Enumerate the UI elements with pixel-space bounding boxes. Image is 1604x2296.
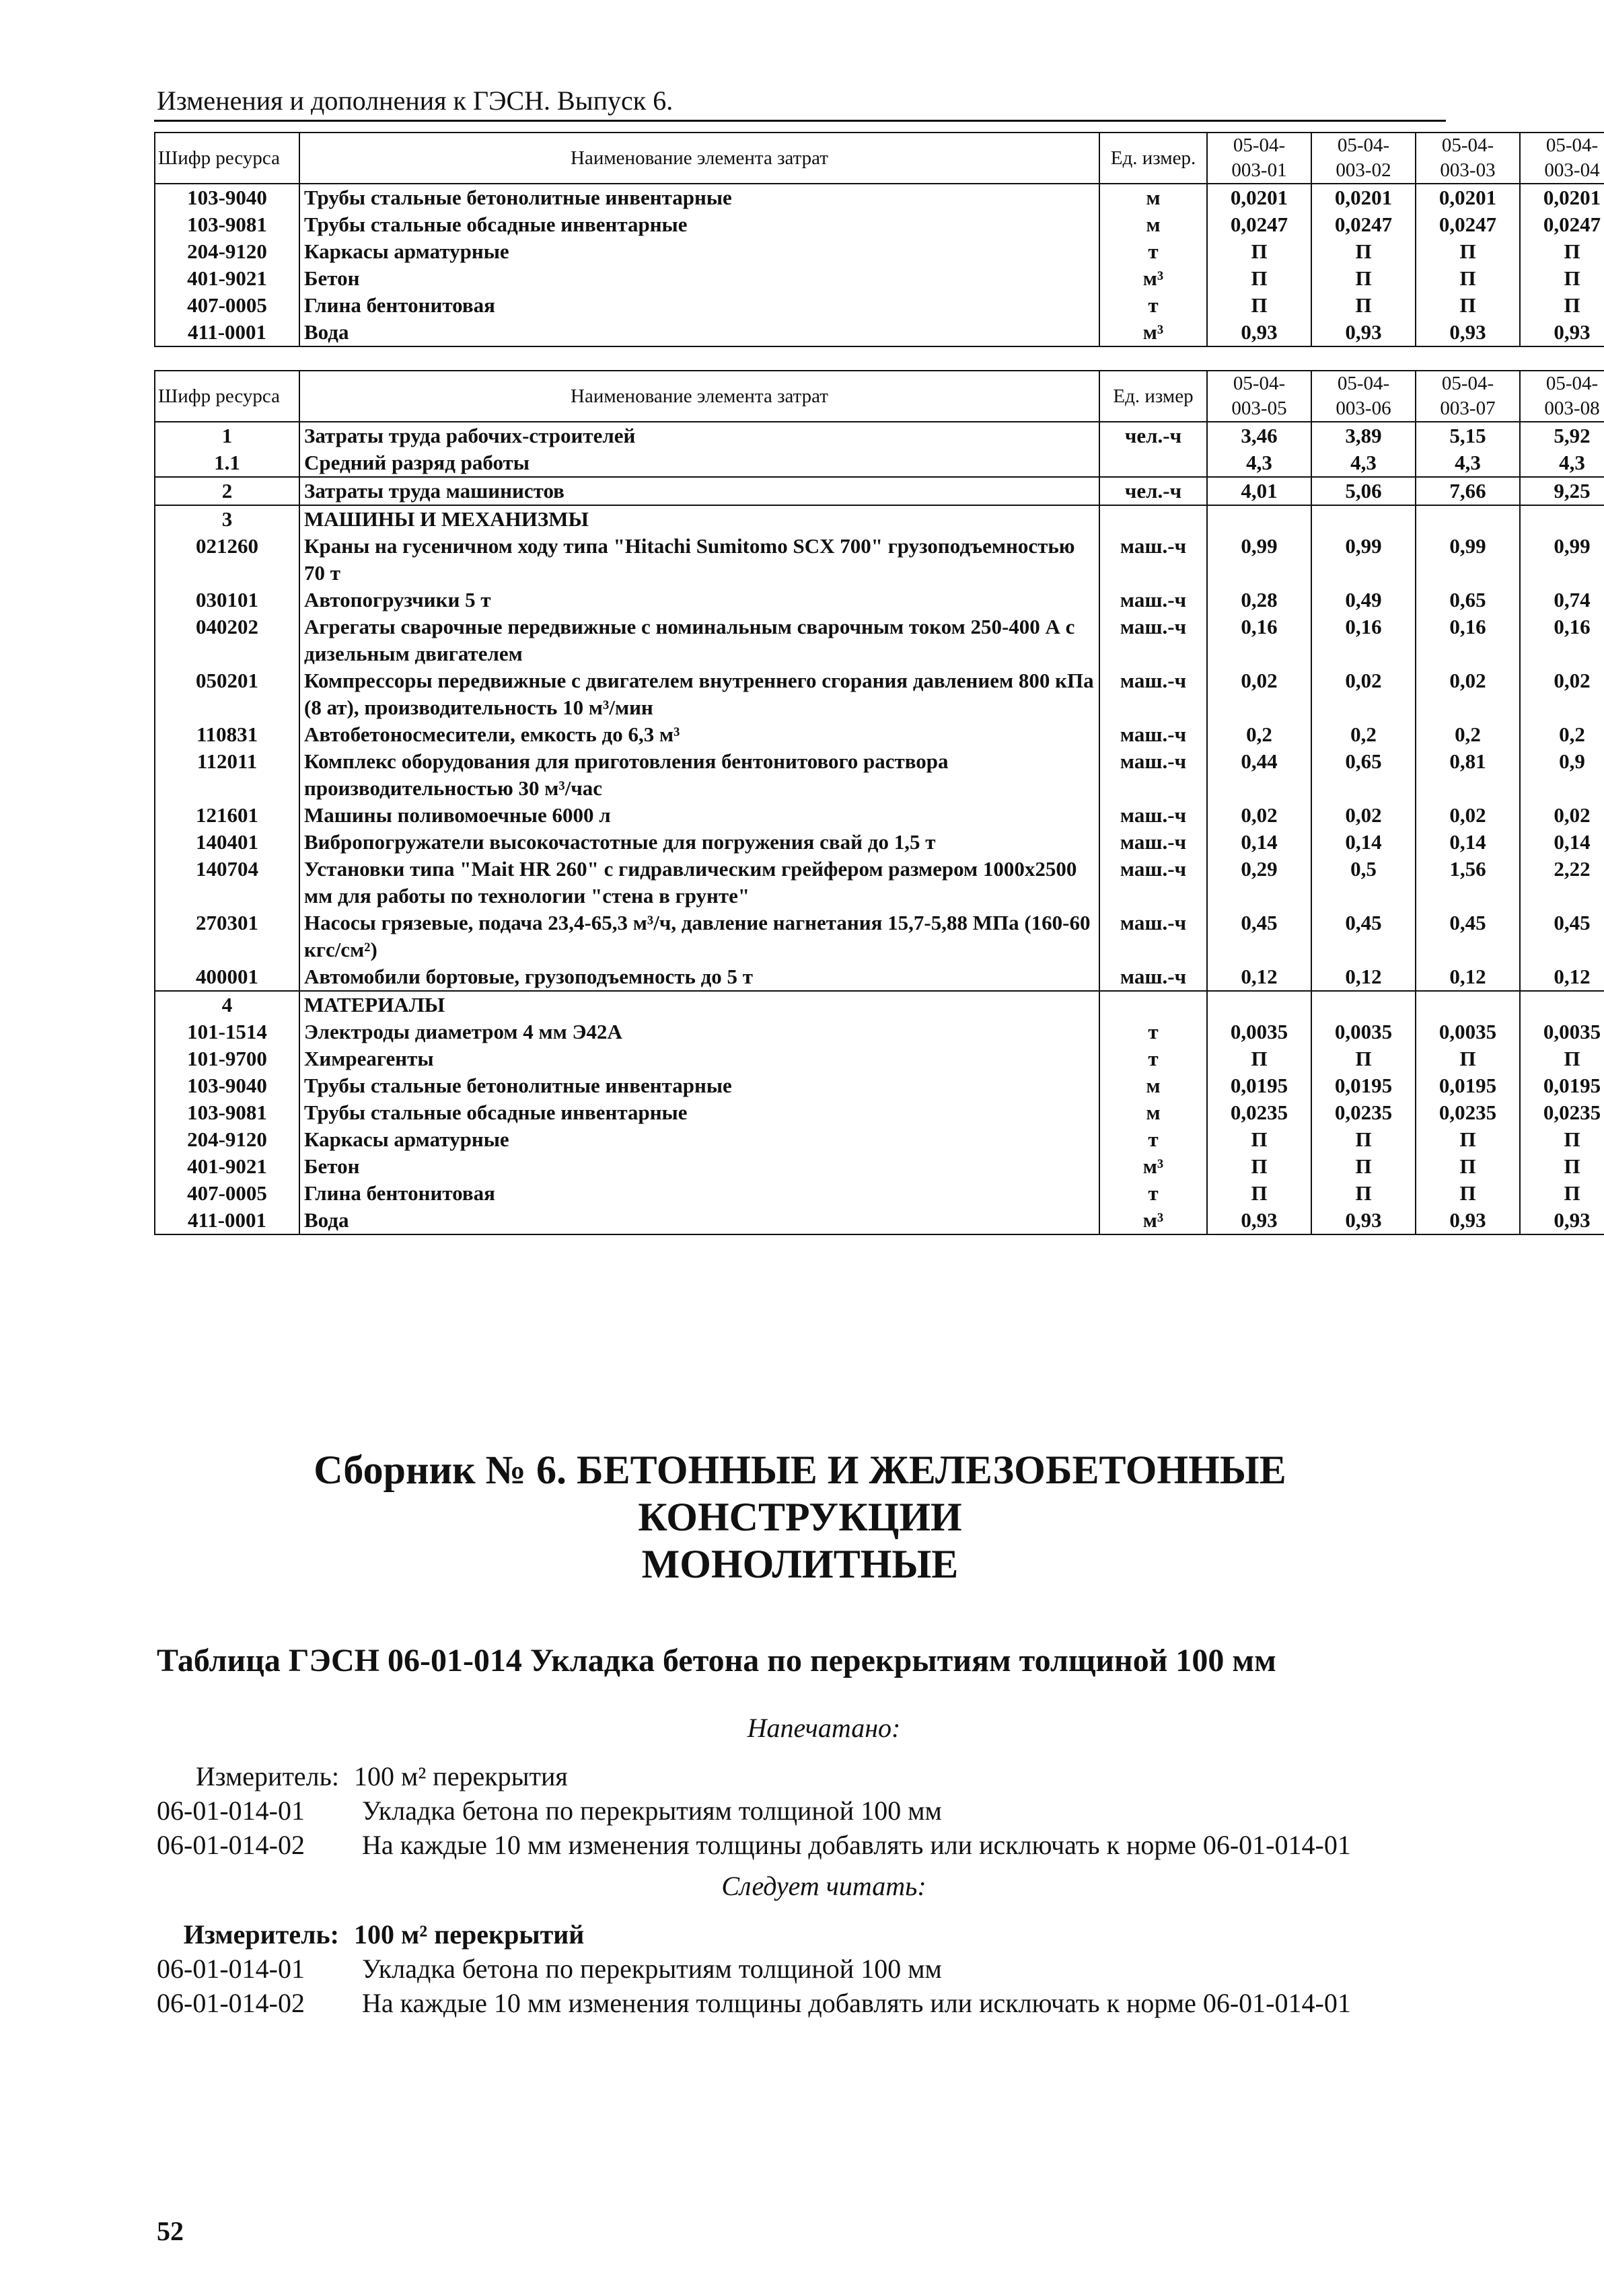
cell-value: П (1207, 292, 1311, 319)
cell-unit: м³ (1099, 319, 1207, 346)
table-header-row (155, 371, 1604, 422)
column-header-norm: 05-04- 003-07 (1416, 371, 1520, 422)
cell-value: 0,65 (1416, 587, 1520, 614)
should-read-label: Следует читать: (721, 1871, 926, 1901)
cell-value: 0,02 (1520, 802, 1604, 829)
cell-value (1416, 505, 1520, 533)
cell-value: 0,16 (1520, 614, 1604, 667)
cell-value: 0,14 (1416, 829, 1520, 856)
cell-value: 0,45 (1520, 910, 1604, 963)
cell-value: 0,45 (1207, 910, 1311, 963)
table-row (155, 1207, 1604, 1234)
cell-name: Электроды диаметром 4 мм Э42А (299, 1019, 1099, 1045)
cell-name: Глина бентонитовая (299, 1180, 1099, 1207)
cell-code: 103-9040 (155, 1072, 299, 1099)
cell-unit: маш.-ч (1099, 829, 1207, 856)
column-header-code: Шифр ресурса (155, 371, 299, 422)
table-row (155, 449, 1604, 477)
cell-value: 0,65 (1311, 748, 1416, 802)
resource-table-2 (154, 370, 1604, 1235)
cell-code: 121601 (155, 802, 299, 829)
cell-value: П (1311, 1045, 1416, 1072)
cell-code: 270301 (155, 910, 299, 963)
cell-value: 0,02 (1207, 667, 1311, 721)
cell-value: 1,56 (1416, 856, 1520, 910)
table-row (155, 533, 1604, 587)
cell-value (1520, 991, 1604, 1019)
cell-code: 101-9700 (155, 1045, 299, 1072)
item-desc: Укладка бетона по перекрытиям толщиной 100 мм (362, 1795, 942, 1826)
printed-item (157, 1795, 942, 1827)
cell-name: Затраты труда рабочих-строителей (299, 422, 1099, 449)
column-header-norm: 05-04- 003-01 (1207, 133, 1311, 184)
cell-code: 401-9021 (155, 1153, 299, 1180)
page-number: 52 (157, 2216, 184, 2246)
cell-value: 0,02 (1416, 667, 1520, 721)
cell-value: 0,0247 (1416, 211, 1520, 238)
table-header-row (155, 133, 1604, 184)
cell-name: Бетон (299, 265, 1099, 292)
cell-value: 0,2 (1416, 721, 1520, 748)
table-row (155, 991, 1604, 1019)
table-row (155, 292, 1604, 319)
table-row (155, 211, 1604, 238)
cell-value: П (1207, 265, 1311, 292)
meter-value: 100 м² перекрытия (354, 1761, 568, 1791)
should-read-item (157, 1953, 942, 1985)
table-row (155, 184, 1604, 211)
cell-code: 3 (155, 505, 299, 533)
cell-unit: т (1099, 1180, 1207, 1207)
table-row (155, 802, 1604, 829)
cell-unit: маш.-ч (1099, 748, 1207, 802)
cell-value: 0,0201 (1311, 184, 1416, 211)
table-row (155, 319, 1604, 346)
meter-label: Измеритель: (195, 1761, 339, 1791)
cell-value: П (1207, 1153, 1311, 1180)
cell-value: 0,29 (1207, 856, 1311, 910)
cell-value: 0,02 (1207, 802, 1311, 829)
table-row (155, 1153, 1604, 1180)
cell-value: 0,0035 (1520, 1019, 1604, 1045)
cell-value: П (1520, 265, 1604, 292)
cell-value: П (1416, 1153, 1520, 1180)
cell-value: П (1520, 1045, 1604, 1072)
cell-value: 3,46 (1207, 422, 1311, 449)
printed-item (157, 1829, 1351, 1861)
cell-name: Каркасы арматурные (299, 1126, 1099, 1153)
table-title: Таблица ГЭСН 06-01-014 Укладка бетона по перекрытиям толщиной 100 мм (157, 1643, 1276, 1678)
cell-value: 0,45 (1311, 910, 1416, 963)
cell-value: 0,0247 (1207, 211, 1311, 238)
table-row (155, 1019, 1604, 1045)
cell-value: П (1207, 1045, 1311, 1072)
cell-code: 101-1514 (155, 1019, 299, 1045)
cell-code: 021260 (155, 533, 299, 587)
cell-value: 0,16 (1311, 614, 1416, 667)
cell-value (1416, 991, 1520, 1019)
cell-name: Трубы стальные обсадные инвентарные (299, 1099, 1099, 1126)
cell-value (1311, 991, 1416, 1019)
cell-value: 0,9 (1520, 748, 1604, 802)
cell-unit (1099, 449, 1207, 477)
cell-unit: маш.-ч (1099, 856, 1207, 910)
column-header-norm: 05-04- 003-03 (1416, 133, 1520, 184)
table-row (155, 721, 1604, 748)
cell-unit: м (1099, 184, 1207, 211)
cell-value: 0,5 (1311, 856, 1416, 910)
cell-code: 400001 (155, 963, 299, 991)
column-header-unit: Ед. измер (1099, 371, 1207, 422)
cell-value: 0,0035 (1311, 1019, 1416, 1045)
cell-unit: т (1099, 1045, 1207, 1072)
cell-value: 0,0195 (1520, 1072, 1604, 1099)
cell-code: 1.1 (155, 449, 299, 477)
cell-unit: м³ (1099, 1153, 1207, 1180)
table-row (155, 1099, 1604, 1126)
cell-unit: маш.-ч (1099, 533, 1207, 587)
cell-name: Автомобили бортовые, грузоподъемность до 5 т (299, 963, 1099, 991)
cell-unit: маш.-ч (1099, 667, 1207, 721)
cell-name: Установки типа "Mait HR 260" с гидравлическим грейфером размером 1000х2500 мм для работы по технологии "стена в грунте" (299, 856, 1099, 910)
resource-table-1 (154, 132, 1604, 347)
cell-code: 140401 (155, 829, 299, 856)
cell-value: 0,12 (1416, 963, 1520, 991)
cell-unit: маш.-ч (1099, 910, 1207, 963)
cell-value: 0,12 (1311, 963, 1416, 991)
cell-value: 0,14 (1520, 829, 1604, 856)
cell-name: Вибропогружатели высокочастотные для погружения свай до 1,5 т (299, 829, 1099, 856)
cell-name: Агрегаты сварочные передвижные с номинальным сварочным током 250-400 А с дизельным двигателем (299, 614, 1099, 667)
cell-value: 0,0247 (1311, 211, 1416, 238)
cell-value: 0,0195 (1207, 1072, 1311, 1099)
cell-value: П (1520, 1126, 1604, 1153)
cell-value: 0,0235 (1207, 1099, 1311, 1126)
cell-unit: т (1099, 238, 1207, 265)
cell-unit: т (1099, 1019, 1207, 1045)
cell-value: П (1520, 1153, 1604, 1180)
cell-value: 0,44 (1207, 748, 1311, 802)
should-read-item (157, 1987, 1351, 2020)
cell-value: П (1207, 238, 1311, 265)
cell-value: 0,93 (1207, 319, 1311, 346)
cell-value: 0,02 (1520, 667, 1604, 721)
cell-name: Трубы стальные бетонолитные инвентарные (299, 184, 1099, 211)
cell-name: МАШИНЫ И МЕХАНИЗМЫ (299, 505, 1099, 533)
cell-value: П (1311, 1126, 1416, 1153)
cell-unit: т (1099, 1126, 1207, 1153)
cell-name: Краны на гусеничном ходу типа "Hitachi Sumitomo SCX 700" грузоподъемностью 70 т (299, 533, 1099, 587)
cell-unit: маш.-ч (1099, 587, 1207, 614)
cell-unit: м³ (1099, 1207, 1207, 1234)
cell-value: 4,3 (1207, 449, 1311, 477)
cell-value: 0,93 (1416, 319, 1520, 346)
cell-value: 0,93 (1207, 1207, 1311, 1234)
collection-title-line: МОНОЛИТНЫЕ (641, 1542, 959, 1586)
table-row (155, 614, 1604, 667)
cell-code: 411-0001 (155, 319, 299, 346)
cell-code: 204-9120 (155, 238, 299, 265)
cell-unit: маш.-ч (1099, 721, 1207, 748)
table-row (155, 748, 1604, 802)
cell-value: П (1311, 1153, 1416, 1180)
cell-value: П (1311, 238, 1416, 265)
cell-code: 040202 (155, 614, 299, 667)
item-code: 06-01-014-02 (157, 1830, 305, 1860)
cell-value: 0,81 (1416, 748, 1520, 802)
cell-value: 0,0035 (1207, 1019, 1311, 1045)
cell-value: 2,22 (1520, 856, 1604, 910)
table-row (155, 667, 1604, 721)
table-row (155, 587, 1604, 614)
cell-name: Трубы стальные бетонолитные инвентарные (299, 1072, 1099, 1099)
cell-value: П (1416, 1180, 1520, 1207)
cell-name: Трубы стальные обсадные инвентарные (299, 211, 1099, 238)
cell-value (1520, 505, 1604, 533)
cell-value: 4,3 (1520, 449, 1604, 477)
table-row (155, 1180, 1604, 1207)
cell-name: Средний разряд работы (299, 449, 1099, 477)
table-row (155, 1126, 1604, 1153)
cell-name: Насосы грязевые, подача 23,4-65,3 м³/ч, давление нагнетания 15,7-5,88 МПа (160-60 кгс/см²) (299, 910, 1099, 963)
cell-value: 0,12 (1520, 963, 1604, 991)
cell-code: 401-9021 (155, 265, 299, 292)
cell-value: 0,93 (1520, 1207, 1604, 1234)
column-header-norm: 05-04- 003-06 (1311, 371, 1416, 422)
page-header: Изменения и дополнения к ГЭСН. Выпуск 6. (157, 85, 673, 116)
cell-unit: чел.-ч (1099, 477, 1207, 505)
cell-value: 0,49 (1311, 587, 1416, 614)
item-code: 06-01-014-01 (157, 1795, 305, 1826)
cell-value: 0,28 (1207, 587, 1311, 614)
cell-value: П (1416, 265, 1520, 292)
cell-value: П (1207, 1180, 1311, 1207)
cell-value (1207, 505, 1311, 533)
cell-code: 411-0001 (155, 1207, 299, 1234)
cell-value: 7,66 (1416, 477, 1520, 505)
cell-value: П (1311, 1180, 1416, 1207)
cell-value: П (1520, 1180, 1604, 1207)
cell-unit: м³ (1099, 265, 1207, 292)
meter-value: 100 м² перекрытий (354, 1919, 585, 1950)
cell-value: 0,16 (1207, 614, 1311, 667)
cell-name: МАТЕРИАЛЫ (299, 991, 1099, 1019)
item-desc: На каждые 10 мм изменения толщины добавлять или исключать к норме 06-01-014-01 (362, 1830, 1351, 1860)
cell-value: 5,92 (1520, 422, 1604, 449)
header-rule (154, 120, 1446, 122)
column-header-code: Шифр ресурса (155, 133, 299, 184)
cell-unit: маш.-ч (1099, 963, 1207, 991)
table-row (155, 238, 1604, 265)
cell-value: 0,93 (1311, 1207, 1416, 1234)
cell-unit: м (1099, 211, 1207, 238)
cell-code: 4 (155, 991, 299, 1019)
printed-label: Напечатано: (747, 1713, 901, 1743)
cell-code: 2 (155, 477, 299, 505)
cell-code: 103-9081 (155, 211, 299, 238)
cell-value: 0,93 (1520, 319, 1604, 346)
cell-value: 0,2 (1520, 721, 1604, 748)
cell-value: 0,99 (1416, 533, 1520, 587)
cell-value: 0,74 (1520, 587, 1604, 614)
cell-value: 0,99 (1311, 533, 1416, 587)
cell-value: П (1520, 292, 1604, 319)
cell-value: П (1416, 238, 1520, 265)
meter-label: Измеритель: (183, 1919, 339, 1950)
cell-value: 4,01 (1207, 477, 1311, 505)
cell-value: 0,0247 (1520, 211, 1604, 238)
table-row (155, 910, 1604, 963)
cell-value (1207, 991, 1311, 1019)
cell-value: 4,3 (1416, 449, 1520, 477)
cell-value: 0,12 (1207, 963, 1311, 991)
cell-code: 407-0005 (155, 292, 299, 319)
cell-value: 0,0201 (1520, 184, 1604, 211)
cell-value: 0,16 (1416, 614, 1520, 667)
table-row (155, 1072, 1604, 1099)
cell-name: Химреагенты (299, 1045, 1099, 1072)
cell-value: П (1311, 292, 1416, 319)
cell-value: 0,02 (1416, 802, 1520, 829)
cell-code: 103-9081 (155, 1099, 299, 1126)
printed-meter (0, 1761, 568, 1793)
cell-value: П (1416, 1126, 1520, 1153)
cell-value: 0,0035 (1416, 1019, 1520, 1045)
cell-name: Каркасы арматурные (299, 238, 1099, 265)
cell-unit: м (1099, 1099, 1207, 1126)
cell-code: 110831 (155, 721, 299, 748)
cell-value: П (1416, 1045, 1520, 1072)
cell-unit: м (1099, 1072, 1207, 1099)
cell-value: 0,02 (1311, 667, 1416, 721)
cell-name: Глина бентонитовая (299, 292, 1099, 319)
cell-value: П (1207, 1126, 1311, 1153)
column-header-name: Наименование элемента затрат (299, 371, 1099, 422)
cell-value: 0,93 (1416, 1207, 1520, 1234)
table-row (155, 505, 1604, 533)
cell-name: Автобетоносмесители, емкость до 6,3 м³ (299, 721, 1099, 748)
cell-code: 204-9120 (155, 1126, 299, 1153)
cell-value: 0,0195 (1311, 1072, 1416, 1099)
table-row (155, 1045, 1604, 1072)
cell-value: 0,0235 (1311, 1099, 1416, 1126)
cell-name: Комплекс оборудования для приготовления бентонитового раствора производительностью 30 м³/час (299, 748, 1099, 802)
cell-value: П (1311, 265, 1416, 292)
cell-value: 0,99 (1520, 533, 1604, 587)
cell-name: Машины поливомоечные 6000 л (299, 802, 1099, 829)
cell-unit: маш.-ч (1099, 802, 1207, 829)
cell-code: 140704 (155, 856, 299, 910)
cell-value: 0,0195 (1416, 1072, 1520, 1099)
item-code: 06-01-014-02 (157, 1988, 305, 2018)
cell-name: Компрессоры передвижные с двигателем внутреннего сгорания давлением 800 кПа (8 ат), производительность 10 м³/мин (299, 667, 1099, 721)
cell-name: Затраты труда машинистов (299, 477, 1099, 505)
cell-name: Вода (299, 1207, 1099, 1234)
cell-value: 0,02 (1311, 802, 1416, 829)
cell-value: 0,45 (1416, 910, 1520, 963)
should-read-meter (0, 1919, 584, 1951)
table-row (155, 265, 1604, 292)
cell-value: 0,14 (1311, 829, 1416, 856)
cell-value: 3,89 (1311, 422, 1416, 449)
cell-value: 5,15 (1416, 422, 1520, 449)
table-row (155, 829, 1604, 856)
column-header-norm: 05-04- 003-08 (1520, 371, 1604, 422)
column-header-name: Наименование элемента затрат (299, 133, 1099, 184)
cell-value: 0,0235 (1520, 1099, 1604, 1126)
table-row (155, 477, 1604, 505)
cell-value: 0,99 (1207, 533, 1311, 587)
cell-value: 0,0235 (1416, 1099, 1520, 1126)
cell-code: 407-0005 (155, 1180, 299, 1207)
collection-title (154, 1446, 1446, 1588)
cell-name: Автопогрузчики 5 т (299, 587, 1099, 614)
cell-value: 0,0201 (1416, 184, 1520, 211)
item-desc: На каждые 10 мм изменения толщины добавлять или исключать к норме 06-01-014-01 (362, 1988, 1351, 2018)
cell-code: 050201 (155, 667, 299, 721)
cell-value: 5,06 (1311, 477, 1416, 505)
cell-value: 0,14 (1207, 829, 1311, 856)
table-row (155, 963, 1604, 991)
column-header-norm: 05-04- 003-05 (1207, 371, 1311, 422)
item-code: 06-01-014-01 (157, 1954, 305, 1984)
cell-code: 112011 (155, 748, 299, 802)
collection-title-line: Сборник № 6. БЕТОННЫЕ И ЖЕЛЕЗОБЕТОННЫЕ КОНСТРУКЦИИ (314, 1448, 1286, 1539)
cell-value: 4,3 (1311, 449, 1416, 477)
cell-value: П (1416, 292, 1520, 319)
cell-unit: чел.-ч (1099, 422, 1207, 449)
cell-name: Вода (299, 319, 1099, 346)
item-desc: Укладка бетона по перекрытиям толщиной 100 мм (362, 1954, 942, 1984)
cell-unit: маш.-ч (1099, 614, 1207, 667)
cell-unit (1099, 991, 1207, 1019)
cell-name: Бетон (299, 1153, 1099, 1180)
cell-value: П (1520, 238, 1604, 265)
column-header-norm: 05-04- 003-02 (1311, 133, 1416, 184)
cell-value: 0,2 (1311, 721, 1416, 748)
cell-unit: т (1099, 292, 1207, 319)
cell-value: 0,2 (1207, 721, 1311, 748)
table-row (155, 856, 1604, 910)
cell-value: 0,0201 (1207, 184, 1311, 211)
cell-value (1311, 505, 1416, 533)
column-header-norm: 05-04- 003-04 (1520, 133, 1604, 184)
column-header-unit: Ед. измер. (1099, 133, 1207, 184)
table-row (155, 422, 1604, 449)
cell-value: 9,25 (1520, 477, 1604, 505)
cell-unit (1099, 505, 1207, 533)
cell-value: 0,93 (1311, 319, 1416, 346)
cell-code: 030101 (155, 587, 299, 614)
cell-code: 1 (155, 422, 299, 449)
cell-code: 103-9040 (155, 184, 299, 211)
